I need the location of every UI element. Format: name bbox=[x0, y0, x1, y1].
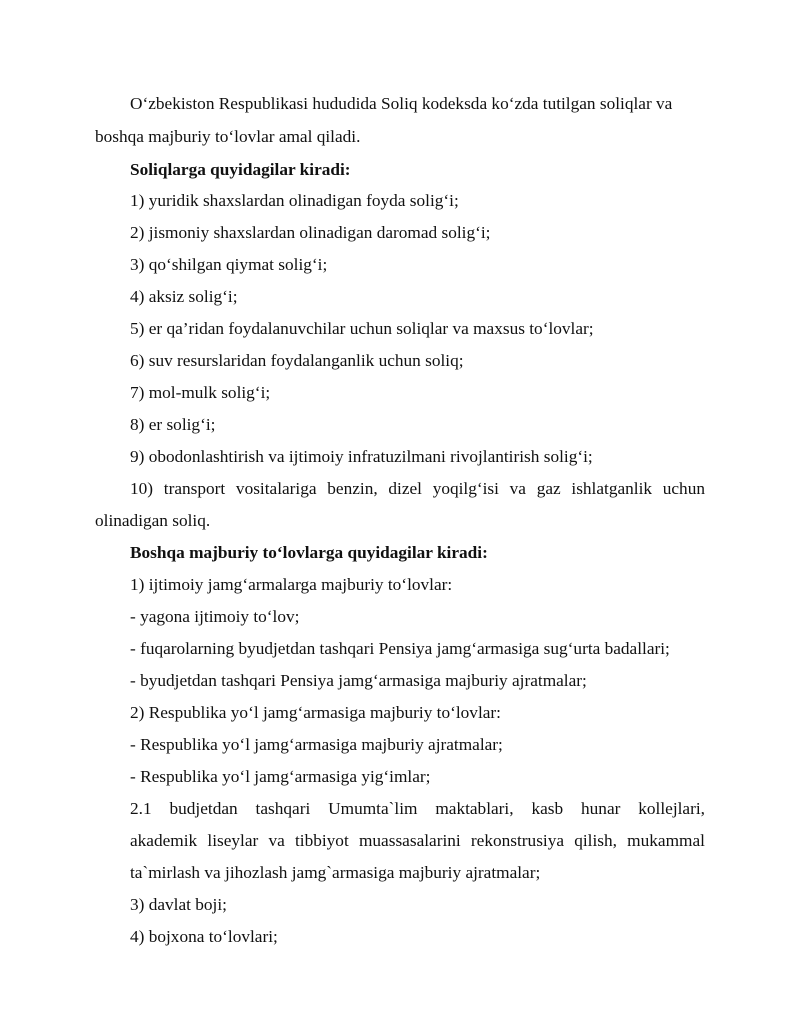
word: gaz bbox=[536, 479, 561, 498]
intro-line-2: boshqa majburiy to‘lovlar amal qiladi. bbox=[95, 127, 361, 146]
word: va bbox=[268, 831, 285, 850]
word: kollejlari, bbox=[638, 799, 705, 818]
intro-line-1: O‘zbekiston Respublikasi hududida Soliq kodeksda ko‘zda tutilgan soliqlar va bbox=[130, 94, 673, 113]
payment-item-3: 3) davlat boji; bbox=[130, 895, 227, 914]
tax-item-7: 7) mol-mulk solig‘i; bbox=[130, 383, 271, 402]
word: rekonstrusiya bbox=[470, 831, 565, 850]
word: hunar bbox=[581, 799, 621, 818]
tax-item-5: 5) er qa’ridan foydalanuvchilar uchun soliqlar va maxsus to‘lovlar; bbox=[130, 319, 594, 338]
word: mukammal bbox=[627, 831, 705, 850]
tax-item-9: 9) obodonlashtirish va ijtimoiy infratuzilmani rivojlantirish solig‘i; bbox=[130, 447, 593, 466]
word: muassasalarini bbox=[358, 831, 461, 850]
taxes-heading: Soliqlarga quyidagilar kiradi: bbox=[130, 160, 351, 179]
payment-item-2: 2) Respublika yo‘l jamg‘armasiga majburiy to‘lovlar: bbox=[130, 703, 501, 722]
word: liseylar bbox=[207, 831, 259, 850]
tax-item-10-line-2: olinadigan soliq. bbox=[95, 511, 211, 530]
word: tibbiyot bbox=[294, 831, 349, 850]
word: transport bbox=[163, 479, 226, 498]
word: akademik bbox=[130, 831, 198, 850]
word: tashqari bbox=[255, 799, 311, 818]
payment-item-4: 4) bojxona to‘lovlari; bbox=[130, 927, 278, 946]
word: budjetdan bbox=[169, 799, 238, 818]
payment-subitem: - Respublika yo‘l jamg‘armasiga yig‘imlar; bbox=[130, 767, 431, 786]
tax-item-3: 3) qo‘shilgan qiymat solig‘i; bbox=[130, 255, 328, 274]
tax-item-4: 4) aksiz solig‘i; bbox=[130, 287, 238, 306]
word: Umumta`lim bbox=[328, 799, 418, 818]
tax-item-1: 1) yuridik shaxslardan olinadigan foyda solig‘i; bbox=[130, 191, 459, 210]
word: yoqilg‘isi bbox=[432, 479, 499, 498]
payment-item-2-1-line-3: ta`mirlash va jihozlash jamg`armasiga majburiy ajratmalar; bbox=[130, 863, 541, 882]
word: qilish, bbox=[574, 831, 617, 850]
payment-item-1: 1) ijtimoiy jamg‘armalarga majburiy to‘lovlar: bbox=[130, 575, 453, 594]
payment-item-2-1-line-1 bbox=[130, 800, 705, 817]
word: ishlatganlik bbox=[571, 479, 653, 498]
word: uchun bbox=[662, 479, 705, 498]
payment-subitem: - byudjetdan tashqari Pensiya jamg‘armasiga majburiy ajratmalar; bbox=[130, 671, 587, 690]
word: va bbox=[509, 479, 526, 498]
tax-item-6: 6) suv resurslaridan foydalanganlik uchun soliq; bbox=[130, 351, 464, 370]
word: maktablari, bbox=[435, 799, 514, 818]
payment-subitem: - yagona ijtimoiy to‘lov; bbox=[130, 607, 300, 626]
word: 2.1 bbox=[130, 799, 152, 818]
tax-item-10-line-1 bbox=[130, 480, 705, 497]
payment-item-2-1-line-2 bbox=[130, 832, 705, 849]
word: vositalariga bbox=[235, 479, 317, 498]
tax-item-2: 2) jismoniy shaxslardan olinadigan daromad solig‘i; bbox=[130, 223, 491, 242]
payment-subitem: - fuqarolarning byudjetdan tashqari Pensiya jamg‘armasiga sug‘urta badallari; bbox=[130, 639, 670, 658]
word: dizel bbox=[388, 479, 422, 498]
tax-item-8: 8) er solig‘i; bbox=[130, 415, 216, 434]
payment-subitem: - Respublika yo‘l jamg‘armasiga majburiy ajratmalar; bbox=[130, 735, 503, 754]
payments-heading: Boshqa majburiy to‘lovlarga quyidagilar kiradi: bbox=[130, 543, 488, 562]
word: kasb bbox=[531, 799, 564, 818]
word: 10) bbox=[130, 479, 154, 498]
word: benzin, bbox=[327, 479, 378, 498]
